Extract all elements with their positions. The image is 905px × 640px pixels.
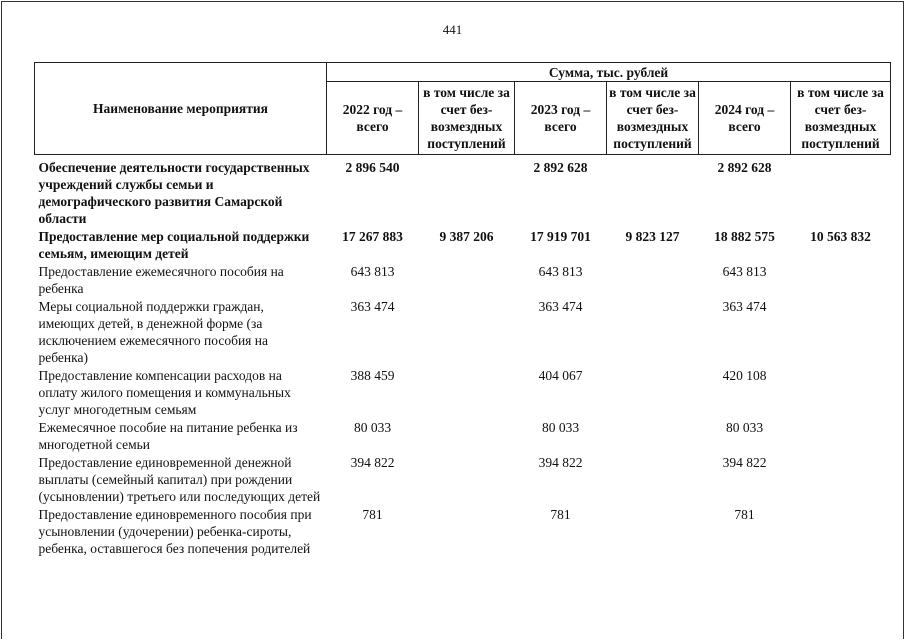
cell-value: 643 813 (538, 264, 583, 279)
cell-value (607, 263, 699, 298)
cell-value (607, 367, 699, 419)
cell-value: 9 823 127 (625, 229, 680, 244)
cell-value: 404 067 (538, 368, 583, 383)
cell-value (607, 454, 699, 506)
cell-value: 781 (734, 507, 755, 522)
table-row (35, 506, 891, 558)
cell-value: 394 822 (350, 455, 395, 470)
cell-value: 10 563 832 (810, 229, 871, 244)
cell-value: 363 474 (350, 299, 395, 314)
sum-group-header: Сумма, тыс. рублей (327, 63, 891, 82)
cell-value (791, 155, 891, 229)
table-row (35, 263, 891, 298)
page-number: 441 (442, 22, 463, 37)
table-row (35, 367, 891, 419)
table-row (35, 228, 891, 263)
col-2024-grants: в том числе за счет без- возмездных поступлений (791, 82, 891, 155)
row-label: Предоставление компенсации расходов на оплату жилого помещения и коммунальных услуг многодетным семьям (38, 368, 291, 417)
table-row (35, 298, 891, 367)
row-label: Предоставление ежемесячного пособия на ребенка (38, 264, 284, 296)
cell-value (791, 419, 891, 454)
cell-value (791, 454, 891, 506)
col-2023-total: 2023 год – всего (515, 82, 607, 155)
col-2022-grants: в том числе за счет без- возмездных поступлений (419, 82, 515, 155)
cell-value (607, 506, 699, 558)
col-2024-total: 2024 год – всего (699, 82, 791, 155)
cell-value (419, 155, 515, 229)
cell-value: 80 033 (353, 420, 392, 435)
cell-value: 17 267 883 (342, 229, 403, 244)
cell-value (607, 155, 699, 229)
table-row (35, 454, 891, 506)
cell-value: 781 (550, 507, 571, 522)
cell-value: 420 108 (722, 368, 767, 383)
table-row (35, 155, 891, 229)
cell-value: 17 919 701 (530, 229, 591, 244)
cell-value: 2 896 540 (345, 160, 400, 175)
cell-value (419, 506, 515, 558)
cell-value (607, 298, 699, 367)
row-label: Предоставление единовременного пособия при усыновлении (удочерении) ребенка-сироты, ребенка, оставшегося без попечения родителей (38, 507, 312, 556)
row-label: Обеспечение деятельности государственных учреждений службы семьи и демографического развития Самарской области (38, 160, 310, 226)
cell-value: 80 033 (541, 420, 580, 435)
cell-value: 388 459 (350, 368, 395, 383)
cell-value (419, 367, 515, 419)
cell-value: 18 882 575 (714, 229, 775, 244)
table-row (35, 419, 891, 454)
row-label: Ежемесячное пособие на питание ребенка из многодетной семьи (38, 420, 298, 452)
row-label: Предоставление единовременной денежной выплаты (семейный капитал) при рождении (усыновлении) третьего или последующих детей (38, 455, 321, 504)
cell-value (419, 419, 515, 454)
cell-value: 394 822 (722, 455, 767, 470)
cell-value (607, 419, 699, 454)
cell-value (791, 298, 891, 367)
cell-value (419, 263, 515, 298)
cell-value: 2 892 628 (717, 160, 772, 175)
cell-value (419, 298, 515, 367)
cell-value: 363 474 (722, 299, 767, 314)
cell-value: 9 387 206 (439, 229, 494, 244)
cell-value: 394 822 (538, 455, 583, 470)
cell-value (791, 263, 891, 298)
col-2022-total: 2022 год – всего (327, 82, 419, 155)
cell-value: 80 033 (725, 420, 764, 435)
col-2023-grants: в том числе за счет без- возмездных поступлений (607, 82, 699, 155)
name-column-header: Наименование мероприятия (35, 63, 327, 155)
cell-value (791, 506, 891, 558)
cell-value (419, 454, 515, 506)
cell-value: 363 474 (538, 299, 583, 314)
budget-table (34, 62, 891, 558)
row-label: Предоставление мер социальной поддержки семьям, имеющим детей (38, 229, 310, 261)
row-label: Меры социальной поддержки граждан, имеющих детей, в денежной форме (за исключением ежемесячного пособия на ребенка) (38, 299, 268, 365)
cell-value (791, 367, 891, 419)
cell-value: 643 813 (722, 264, 767, 279)
cell-value: 2 892 628 (533, 160, 588, 175)
cell-value: 781 (362, 507, 383, 522)
cell-value: 643 813 (350, 264, 395, 279)
